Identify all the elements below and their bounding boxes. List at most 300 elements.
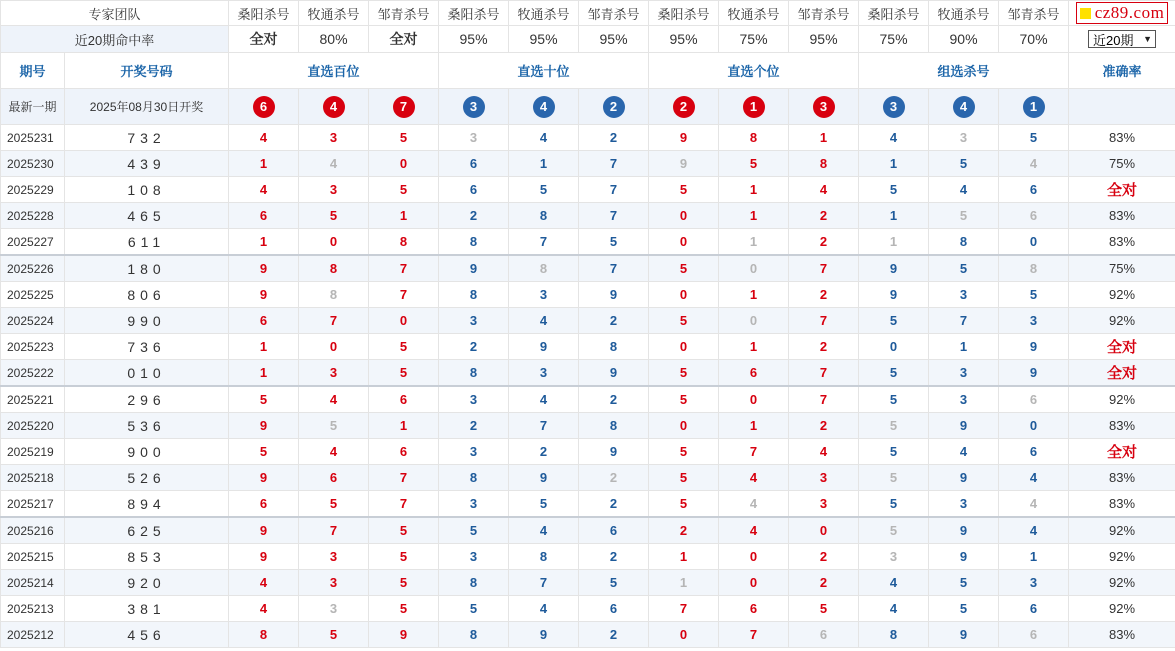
- kill-number: 7: [719, 622, 789, 648]
- kill-number: 9: [229, 465, 299, 491]
- latest-ball-cell: [509, 89, 579, 125]
- kill-number: 9: [229, 544, 299, 570]
- kill-number: 0: [649, 622, 719, 648]
- kill-number: 1: [859, 203, 929, 229]
- kill-number: 5: [859, 413, 929, 439]
- kill-number: 3: [299, 544, 369, 570]
- row-accuracy: 83%: [1069, 229, 1175, 256]
- latest-ball: 4: [323, 96, 345, 118]
- row-draw-number: 900: [65, 439, 229, 465]
- table-row: [1, 229, 1175, 256]
- kill-number: 7: [509, 229, 579, 256]
- kill-number: 5: [299, 203, 369, 229]
- table-row: [1, 622, 1175, 648]
- kill-number: 9: [229, 255, 299, 282]
- kill-number: 9: [929, 413, 999, 439]
- kill-number: 4: [719, 465, 789, 491]
- kill-number: 4: [859, 570, 929, 596]
- latest-ball: 3: [883, 96, 905, 118]
- kill-number: 0: [719, 308, 789, 334]
- kill-number: 0: [999, 413, 1069, 439]
- kill-number: 7: [579, 203, 649, 229]
- kill-number: 4: [859, 125, 929, 151]
- latest-ball: 3: [463, 96, 485, 118]
- latest-ball-cell: [369, 89, 439, 125]
- row-accuracy: 83%: [1069, 125, 1175, 151]
- kill-number: 3: [439, 308, 509, 334]
- kill-number: 9: [579, 439, 649, 465]
- latest-ball-cell: [929, 89, 999, 125]
- period-range-select[interactable]: [1088, 30, 1156, 48]
- kill-number: 5: [369, 517, 439, 544]
- kill-number: 3: [929, 491, 999, 518]
- kill-number: 3: [929, 282, 999, 308]
- kill-number: 9: [229, 517, 299, 544]
- hit-rate-value: 全对: [229, 26, 299, 53]
- kill-number: 6: [999, 596, 1069, 622]
- kill-number: 8: [509, 544, 579, 570]
- row-period: 2025226: [1, 255, 65, 282]
- kill-number: 7: [369, 465, 439, 491]
- kill-number: 9: [929, 544, 999, 570]
- kill-number: 5: [229, 386, 299, 413]
- kill-number: 2: [579, 386, 649, 413]
- row-accuracy: 92%: [1069, 517, 1175, 544]
- kill-number: 5: [369, 596, 439, 622]
- kill-number: 6: [299, 465, 369, 491]
- kill-number: 1: [229, 360, 299, 387]
- kill-number: 4: [509, 308, 579, 334]
- hit-rate-value: 90%: [929, 26, 999, 53]
- row-period: 2025227: [1, 229, 65, 256]
- kill-number: 9: [649, 125, 719, 151]
- table-row: [1, 517, 1175, 544]
- table-row: [1, 334, 1175, 360]
- latest-ball: 2: [603, 96, 625, 118]
- kill-number: 7: [579, 177, 649, 203]
- hit-rate-value: 95%: [439, 26, 509, 53]
- expert-name: 桑阳杀号: [649, 1, 719, 26]
- expert-name: 邹青杀号: [579, 1, 649, 26]
- kill-number: 5: [859, 360, 929, 387]
- latest-ball-cell: [439, 89, 509, 125]
- expert-name: 牧通杀号: [509, 1, 579, 26]
- kill-number: 8: [439, 282, 509, 308]
- table-row: [1, 203, 1175, 229]
- row-period: 2025216: [1, 517, 65, 544]
- row-period: 2025224: [1, 308, 65, 334]
- table-row: [1, 177, 1175, 203]
- row-period: 2025221: [1, 386, 65, 413]
- kill-number: 2: [789, 544, 859, 570]
- kill-number: 6: [999, 386, 1069, 413]
- kill-number: 4: [999, 517, 1069, 544]
- row-accuracy: 全对: [1069, 439, 1175, 465]
- latest-ball-cell: [999, 89, 1069, 125]
- expert-name: 牧通杀号: [929, 1, 999, 26]
- kill-number: 5: [649, 308, 719, 334]
- kill-number: 9: [649, 151, 719, 177]
- expert-name: 桑阳杀号: [859, 1, 929, 26]
- latest-ball: 1: [1023, 96, 1045, 118]
- latest-ball-cell: [579, 89, 649, 125]
- table-row: [1, 570, 1175, 596]
- latest-accuracy-empty: [1069, 89, 1175, 125]
- kill-number: 8: [719, 125, 789, 151]
- kill-number: 6: [229, 203, 299, 229]
- expert-name: 桑阳杀号: [439, 1, 509, 26]
- kill-number: 6: [579, 517, 649, 544]
- kill-number: 2: [579, 308, 649, 334]
- kill-number: 2: [789, 570, 859, 596]
- kill-number: 5: [369, 360, 439, 387]
- kill-number: 5: [369, 334, 439, 360]
- kill-number: 7: [789, 308, 859, 334]
- kill-number: 7: [789, 255, 859, 282]
- kill-number: 8: [229, 622, 299, 648]
- hit-rate-value: 全对: [369, 26, 439, 53]
- row-accuracy: 75%: [1069, 255, 1175, 282]
- kill-number: 0: [649, 334, 719, 360]
- table-row: [1, 544, 1175, 570]
- kill-number: 5: [369, 177, 439, 203]
- kill-number: 4: [999, 151, 1069, 177]
- column-group: 组选杀号: [859, 53, 1069, 89]
- team-label: 专家团队: [1, 1, 229, 26]
- table-row: [1, 413, 1175, 439]
- kill-number: 1: [719, 413, 789, 439]
- kill-number: 1: [649, 570, 719, 596]
- latest-ball: 7: [393, 96, 415, 118]
- row-accuracy: 92%: [1069, 308, 1175, 334]
- table-row: [1, 282, 1175, 308]
- kill-number: 5: [439, 596, 509, 622]
- table-row: [1, 596, 1175, 622]
- row-draw-number: 465: [65, 203, 229, 229]
- kill-number: 5: [229, 439, 299, 465]
- row-draw-number: 108: [65, 177, 229, 203]
- kill-number: 1: [229, 334, 299, 360]
- row-draw-number: 732: [65, 125, 229, 151]
- kill-number: 5: [299, 491, 369, 518]
- kill-number: 2: [649, 517, 719, 544]
- column-units: 直选个位: [649, 53, 859, 89]
- hit-rate-value: 95%: [509, 26, 579, 53]
- kill-number: 4: [299, 151, 369, 177]
- kill-number: 2: [789, 413, 859, 439]
- kill-number: 8: [929, 229, 999, 256]
- kill-number: 2: [579, 622, 649, 648]
- kill-number: 7: [579, 255, 649, 282]
- site-logo[interactable]: [1076, 2, 1169, 24]
- hit-rate-value: 80%: [299, 26, 369, 53]
- kill-number: 4: [229, 596, 299, 622]
- kill-number: 4: [229, 177, 299, 203]
- kill-number: 3: [299, 125, 369, 151]
- kill-number: 1: [719, 334, 789, 360]
- table-row: [1, 465, 1175, 491]
- table-row: [1, 439, 1175, 465]
- kill-number: 6: [719, 596, 789, 622]
- kill-number: 3: [299, 177, 369, 203]
- kill-number: 5: [859, 517, 929, 544]
- kill-number: 1: [999, 544, 1069, 570]
- kill-number: 0: [859, 334, 929, 360]
- kill-number: 8: [509, 203, 579, 229]
- kill-number: 8: [439, 622, 509, 648]
- kill-number: 9: [369, 622, 439, 648]
- table-row: [1, 125, 1175, 151]
- kill-number: 1: [929, 334, 999, 360]
- kill-number: 9: [999, 360, 1069, 387]
- kill-number: 9: [579, 360, 649, 387]
- kill-number: 5: [509, 491, 579, 518]
- kill-number: 3: [299, 596, 369, 622]
- kill-number: 1: [789, 125, 859, 151]
- kill-number: 0: [649, 203, 719, 229]
- row-draw-number: 611: [65, 229, 229, 256]
- chevron-down-icon: ▼: [1143, 34, 1153, 44]
- kill-number: 5: [719, 151, 789, 177]
- kill-number: 3: [999, 308, 1069, 334]
- row-period: 2025222: [1, 360, 65, 387]
- kill-number: 4: [299, 386, 369, 413]
- row-accuracy: 92%: [1069, 544, 1175, 570]
- row-draw-number: 625: [65, 517, 229, 544]
- kill-number: 2: [789, 203, 859, 229]
- latest-ball: 2: [673, 96, 695, 118]
- kill-number: 2: [579, 125, 649, 151]
- kill-number: 8: [439, 229, 509, 256]
- kill-number: 2: [579, 491, 649, 518]
- expert-team-row: [1, 1, 1175, 26]
- kill-number: 9: [229, 413, 299, 439]
- row-period: 2025230: [1, 151, 65, 177]
- kill-number: 2: [789, 229, 859, 256]
- kill-number: 1: [719, 203, 789, 229]
- row-accuracy: 全对: [1069, 360, 1175, 387]
- kill-number: 0: [299, 334, 369, 360]
- column-header-row: [1, 53, 1175, 89]
- kill-number: 7: [509, 413, 579, 439]
- kill-number: 1: [229, 229, 299, 256]
- kill-number: 2: [439, 203, 509, 229]
- hit-rate-value: 70%: [999, 26, 1069, 53]
- latest-ball-cell: [859, 89, 929, 125]
- kill-number: 3: [789, 491, 859, 518]
- row-accuracy: 92%: [1069, 282, 1175, 308]
- latest-ball: 6: [253, 96, 275, 118]
- kill-number: 5: [999, 125, 1069, 151]
- kill-number: 0: [299, 229, 369, 256]
- kill-number: 5: [859, 465, 929, 491]
- kill-number: 7: [369, 491, 439, 518]
- row-draw-number: 894: [65, 491, 229, 518]
- row-period: 2025218: [1, 465, 65, 491]
- kill-number: 0: [369, 308, 439, 334]
- period-range-value: 近20期: [1093, 32, 1134, 48]
- kill-number: 8: [369, 229, 439, 256]
- kill-number: 4: [719, 517, 789, 544]
- kill-number: 6: [229, 308, 299, 334]
- column-draw: 开奖号码: [65, 53, 229, 89]
- kill-number: 4: [789, 177, 859, 203]
- kill-number: 5: [859, 491, 929, 518]
- row-draw-number: 381: [65, 596, 229, 622]
- expert-name: 邹青杀号: [999, 1, 1069, 26]
- kill-number: 1: [719, 177, 789, 203]
- column-period: 期号: [1, 53, 65, 89]
- logo-text: cz89.com: [1094, 3, 1165, 22]
- kill-number: 0: [649, 413, 719, 439]
- kill-number: 6: [229, 491, 299, 518]
- row-accuracy: 全对: [1069, 177, 1175, 203]
- column-accuracy: 准确率: [1069, 53, 1175, 89]
- latest-ball: 4: [533, 96, 555, 118]
- kill-number: 7: [789, 386, 859, 413]
- row-period: 2025213: [1, 596, 65, 622]
- hit-rate-value: 95%: [789, 26, 859, 53]
- kill-number: 5: [649, 491, 719, 518]
- kill-number: 1: [369, 413, 439, 439]
- kill-number: 0: [999, 229, 1069, 256]
- expert-name: 牧通杀号: [719, 1, 789, 26]
- kill-number: 7: [789, 360, 859, 387]
- expert-name: 邹青杀号: [369, 1, 439, 26]
- hit-rate-value: 95%: [579, 26, 649, 53]
- kill-number: 6: [369, 386, 439, 413]
- row-accuracy: 92%: [1069, 386, 1175, 413]
- kill-number: 6: [789, 622, 859, 648]
- kill-number: 8: [439, 360, 509, 387]
- kill-number: 6: [999, 622, 1069, 648]
- kill-number: 9: [439, 255, 509, 282]
- row-draw-number: 456: [65, 622, 229, 648]
- row-period: 2025219: [1, 439, 65, 465]
- kill-number: 7: [369, 282, 439, 308]
- kill-number: 1: [509, 151, 579, 177]
- latest-draw-date: 2025年08月30日开奖: [65, 89, 229, 125]
- latest-ball: 3: [813, 96, 835, 118]
- kill-number: 4: [719, 491, 789, 518]
- kill-number: 6: [579, 596, 649, 622]
- row-accuracy: 83%: [1069, 413, 1175, 439]
- kill-number: 5: [859, 386, 929, 413]
- row-accuracy: 75%: [1069, 151, 1175, 177]
- row-period: 2025214: [1, 570, 65, 596]
- row-period: 2025229: [1, 177, 65, 203]
- row-period: 2025215: [1, 544, 65, 570]
- kill-number: 2: [789, 334, 859, 360]
- kill-number: 6: [439, 177, 509, 203]
- kill-number: 1: [649, 544, 719, 570]
- kill-number: 4: [509, 596, 579, 622]
- hit-rate-row: [1, 26, 1175, 53]
- kill-number: 2: [439, 334, 509, 360]
- row-accuracy: 92%: [1069, 596, 1175, 622]
- row-accuracy: 83%: [1069, 622, 1175, 648]
- kill-number: 5: [649, 360, 719, 387]
- kill-number: 7: [929, 308, 999, 334]
- kill-number: 5: [649, 386, 719, 413]
- kill-number: 7: [369, 255, 439, 282]
- kill-number: 6: [439, 151, 509, 177]
- kill-number: 5: [369, 570, 439, 596]
- kill-number: 1: [369, 203, 439, 229]
- kill-number: 3: [929, 125, 999, 151]
- table-row: [1, 255, 1175, 282]
- kill-number: 8: [439, 465, 509, 491]
- table-row: [1, 151, 1175, 177]
- column-tens: 直选十位: [439, 53, 649, 89]
- row-draw-number: 920: [65, 570, 229, 596]
- kill-number: 9: [999, 334, 1069, 360]
- row-accuracy: 83%: [1069, 465, 1175, 491]
- kill-number: 9: [929, 465, 999, 491]
- row-accuracy: 83%: [1069, 491, 1175, 518]
- kill-number: 2: [509, 439, 579, 465]
- kill-number: 9: [929, 517, 999, 544]
- kill-number: 0: [719, 544, 789, 570]
- kill-number: 0: [369, 151, 439, 177]
- kill-number: 3: [439, 439, 509, 465]
- kill-number: 3: [299, 360, 369, 387]
- row-accuracy: 92%: [1069, 570, 1175, 596]
- kill-number: 4: [859, 596, 929, 622]
- latest-period-row: [1, 89, 1175, 125]
- kill-number: 3: [439, 125, 509, 151]
- kill-number: 0: [719, 386, 789, 413]
- kill-number: 0: [789, 517, 859, 544]
- kill-number: 3: [509, 360, 579, 387]
- kill-number: 3: [439, 386, 509, 413]
- hit-rate-value: 75%: [719, 26, 789, 53]
- kill-number: 4: [509, 125, 579, 151]
- kill-number: 2: [439, 413, 509, 439]
- kill-number: 5: [579, 570, 649, 596]
- kill-number: 5: [299, 622, 369, 648]
- row-draw-number: 736: [65, 334, 229, 360]
- kill-number: 1: [719, 282, 789, 308]
- kill-number: 5: [369, 125, 439, 151]
- kill-number: 9: [509, 465, 579, 491]
- kill-number: 8: [859, 622, 929, 648]
- kill-number: 1: [719, 229, 789, 256]
- kill-number: 9: [509, 622, 579, 648]
- kill-number: 0: [649, 229, 719, 256]
- table-row: [1, 360, 1175, 387]
- kill-number: 8: [299, 255, 369, 282]
- kill-number: 8: [579, 413, 649, 439]
- expert-name: 牧通杀号: [299, 1, 369, 26]
- latest-ball-cell: [649, 89, 719, 125]
- row-draw-number: 010: [65, 360, 229, 387]
- kill-number: 3: [929, 360, 999, 387]
- kill-number: 5: [859, 177, 929, 203]
- kill-number: 1: [859, 151, 929, 177]
- kill-number: 9: [859, 255, 929, 282]
- kill-number: 5: [929, 570, 999, 596]
- hit-rate-value: 95%: [649, 26, 719, 53]
- row-accuracy: 全对: [1069, 334, 1175, 360]
- kill-number: 4: [229, 570, 299, 596]
- kill-number: 5: [299, 413, 369, 439]
- kill-number: 5: [649, 255, 719, 282]
- kill-number: 8: [999, 255, 1069, 282]
- row-accuracy: 83%: [1069, 203, 1175, 229]
- latest-ball-cell: [789, 89, 859, 125]
- kill-number: 5: [929, 255, 999, 282]
